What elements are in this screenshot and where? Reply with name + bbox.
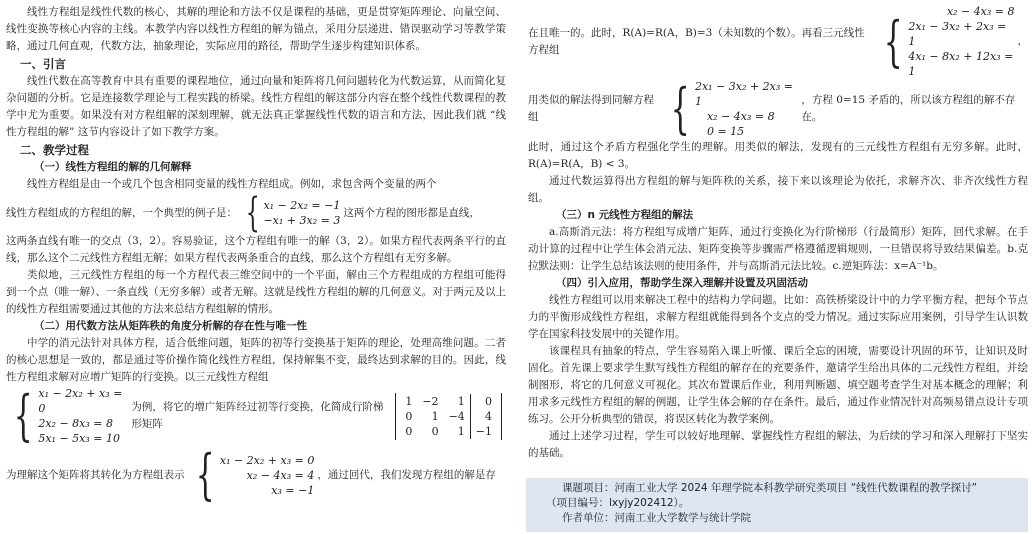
section-heading-intro: 一、引言 <box>20 57 66 71</box>
paragraph-text: ， <box>1017 35 1028 47</box>
subsection-heading-geometry: （一）线性方程组的解的几何解释 <box>34 161 192 173</box>
paragraph-text: 线性方程组成的方程组的解，一个典型的例子是： <box>6 206 237 219</box>
equation: x₃ = −1 <box>271 483 315 497</box>
equation-line <box>6 443 506 506</box>
paragraph-text: 用类似的解法得到同解方程组 <box>528 94 654 123</box>
matrix-cell: 4 <box>470 409 497 424</box>
equation: 4x₁ − 8x₂ + 12x₃ = 1 <box>908 50 1014 78</box>
paragraph: 线性方程组可以用来解决工程中的结构力学问题。比如：高铁桥梁设计中的力学平衡方程，把每个节点力的平衡形成线性方程组，求解方程组就能得到各个支点的受力情况。通过实际应用案例，引导学生认识数学在国家科技发展中的关键作用。 <box>528 294 1028 340</box>
section-heading-process: 二、教学过程 <box>20 143 89 157</box>
paragraph: 通过上述学习过程，学生可以较好地理解、掌握线性方程组的解法，为后续的学习和深入理解打下坚实的基础。 <box>528 430 1028 459</box>
brace-icon: { <box>670 77 690 140</box>
paragraph: a.高斯消元法：将方程组写成增广矩阵，通过行变换化为行阶梯形（行最简形）矩阵，回代求解。在手动计算的过程中让学生体会消元法、矩阵变换等步骤需严格遵循逻辑规则，一旦错误将导致结果偏差。b.克拉默法则：让学生总结该法则的使用条件，并与高斯消元法比较。c.逆矩阵法：x=A⁻¹b。 <box>528 226 1028 272</box>
equation-system-5 <box>663 79 799 139</box>
paragraph: 这两条直线有唯一的交点（3，2）。容易验证，这个方程组有唯一的解（3，2）。如果方程代表两条平行的直线，那么这个二元线性方程组无解；如果方程代表两条重合的直线，那么这个方程组有无穷多解。 <box>6 235 506 264</box>
author-affiliation-line: 作者单位：河南工业大学数学与统计学院 <box>562 512 751 524</box>
equation: 2x₁ − 3x₂ + 2x₃ = 1 <box>908 20 1007 48</box>
paragraph-text: 为例，将它的增广矩阵经过初等行变换，化简成行阶梯形矩阵 <box>131 401 384 430</box>
left-column <box>6 4 506 506</box>
matrix-cell: 1 <box>431 409 439 423</box>
brace-icon: { <box>13 384 33 447</box>
equation-system-2 <box>6 386 122 446</box>
matrix-cell: 0 <box>405 409 413 423</box>
subsection-heading-rank: （二）用代数方法从矩阵秩的角度分析解的存在性与唯一性 <box>34 320 307 332</box>
equation-system-3 <box>188 443 315 506</box>
intro-paragraph: 线性方程组是线性代数的核心，其解的理论和方法不仅是课程的基础，更是贯穿矩阵理论、向量空间、线性变换等核心内容的主线。本教学内容以线性方程组的解为锚点，采用分层递进、错误驱动学习等教学策略，通过几何直观，代数方法，抽象理论，实际应用的路径，帮助学生逐步构建知识体系。 <box>6 6 506 52</box>
paragraph-text: 在且唯一的。此时，R(A)=R(A，B)=3（未知数的个数）。再看三元线性方程组 <box>528 26 865 56</box>
matrix-cell: 1 <box>457 424 465 438</box>
brace-icon: { <box>883 9 903 73</box>
paragraph: 该课程具有抽象的特点，学生容易陷入课上听懂、课后全忘的困境，需要设计巩固的环节，让知识及时固化。首先课上要求学生默写线性方程组的解存在的充要条件，邀请学生给出具体的二元线性方程组，并绘制图形，将它的几何意义可视化。其次布置课后作业，利用判断题、填空题考查学生对基本概念的理解；利用求多元线性方程组的解的例题，让学生体会解的存在条件。最后，通过作业情况针对高频易错点设计专项练习。公开分析典型的错误，将误区转化为教学案例。 <box>528 345 1028 425</box>
equation: −x₁ + 3x₂ = 3 <box>263 214 341 227</box>
matrix-cell: −4 <box>448 409 465 423</box>
project-number-line: （项目编号：lxyjy202412）。 <box>546 497 690 509</box>
equation-line <box>6 190 506 236</box>
paragraph: 线性代数在高等教育中具有重要的课程地位，通过向量和矩阵将几何问题转化为代数运算，从而简化复杂问题的分析。它是连接数学理论与工程实践的桥梁。线性方程组的解这部分内容在整个线性代数课程的教学中尤为重要。如果没有对方程组解的深刻理解，就无法真正掌握线性代数的语言和方法，因此我们就 “线性方程组的解” 这节内容设计了如下教学方案。 <box>6 75 506 138</box>
matrix-cell: −1 <box>470 424 497 439</box>
matrix-cell: 1 <box>405 394 413 408</box>
project-line: 课题项目：河南工业大学 2024 年理学院本科教学研究类项目 “线性代数课程的教学探讨” <box>562 482 978 494</box>
project-footnote <box>526 478 1028 532</box>
equation: 2x₁ − 3x₂ + 2x₃ = 1 <box>694 80 793 108</box>
brace-icon: { <box>245 190 260 236</box>
subsection-heading-n-variable: （三）n 元线性方程组的解法 <box>556 209 694 221</box>
paragraph: 类似地，三元线性方程组的每一个方程代表三维空间中的一个平面，解由三个方程组成的方程组可能得到一个点（唯一解）、一条直线（无穷多解）或者无解。这就是线性方程组的解的几何意义。对于两元及以上的线性方程组需要通过其他的方法来总结方程组解的情形。 <box>6 269 506 315</box>
matrix-cell: 0 <box>431 424 439 438</box>
matrix-cell: 0 <box>405 424 413 438</box>
augmented-matrix <box>395 393 502 440</box>
brace-icon: { <box>195 443 215 506</box>
equation: x₁ − 2x₂ + x₃ = 0 <box>38 387 123 415</box>
equation: x₁ − 2x₂ + x₃ = 0 <box>219 453 315 467</box>
equation-line <box>6 386 506 446</box>
subsection-heading-application: （四）引入应用，帮助学生深入理解并设置及巩固活动 <box>556 277 808 289</box>
paragraph: 此时，通过这个矛盾方程强化学生的理解。用类似的解法，发现有的三元线性方程组有无穷多解。此时，R(A)=R(A，B) < 3。 <box>528 141 1028 170</box>
equation: x₂ − 4x₃ = 4 <box>246 468 315 482</box>
equation-line <box>528 4 1028 79</box>
paragraph-text: 这两个方程的图形都是直线， <box>343 206 480 219</box>
equation: 0 = 15 <box>706 125 745 138</box>
paragraph-text: ，方程 0=15 矛盾的，所以该方程组的解不存在。 <box>801 94 1016 123</box>
equation-line <box>528 79 1028 139</box>
equation: 2x₂ − 8x₃ = 8 <box>38 417 114 430</box>
equation: x₁ − 2x₂ = −1 <box>263 199 341 212</box>
equation-system-1 <box>240 190 341 236</box>
equation: 5x₁ − 5x₃ = 10 <box>38 432 120 445</box>
matrix-cell: 0 <box>470 394 497 409</box>
paragraph: 通过代数运算得出方程组的解与矩阵秩的关系，接下来以该理论为依托，求解齐次、非齐次线性方程组。 <box>528 175 1028 204</box>
equation: x₂ − 4x₃ = 8 <box>946 5 1015 18</box>
matrix-cell: 1 <box>457 394 465 408</box>
paragraph: 线性方程组是由一个或几个包含相同变量的线性方程组成。例如，求包含两个变量的两个 <box>27 178 437 190</box>
equation-system-4 <box>876 4 1015 79</box>
paragraph-text: 为理解这个矩阵将其转化为方程组表示 <box>6 468 185 481</box>
matrix-cell: −2 <box>422 394 439 408</box>
equation: x₂ − 4x₃ = 8 <box>706 110 775 123</box>
paragraph: 中学的消元法针对具体方程，适合低维问题，矩阵的初等行变换基于矩阵的理论，处理高维问题。二者的核心思想是一致的，都是通过等价操作简化线性方程组，保持解集不变，最终达到求解的目的。因此，线性方程组求解对应增广矩阵的行变换。以三元线性方程组 <box>6 337 506 383</box>
paragraph-text: ，通过回代，我们发现方程组的解是存 <box>317 468 496 481</box>
right-column <box>528 4 1028 462</box>
